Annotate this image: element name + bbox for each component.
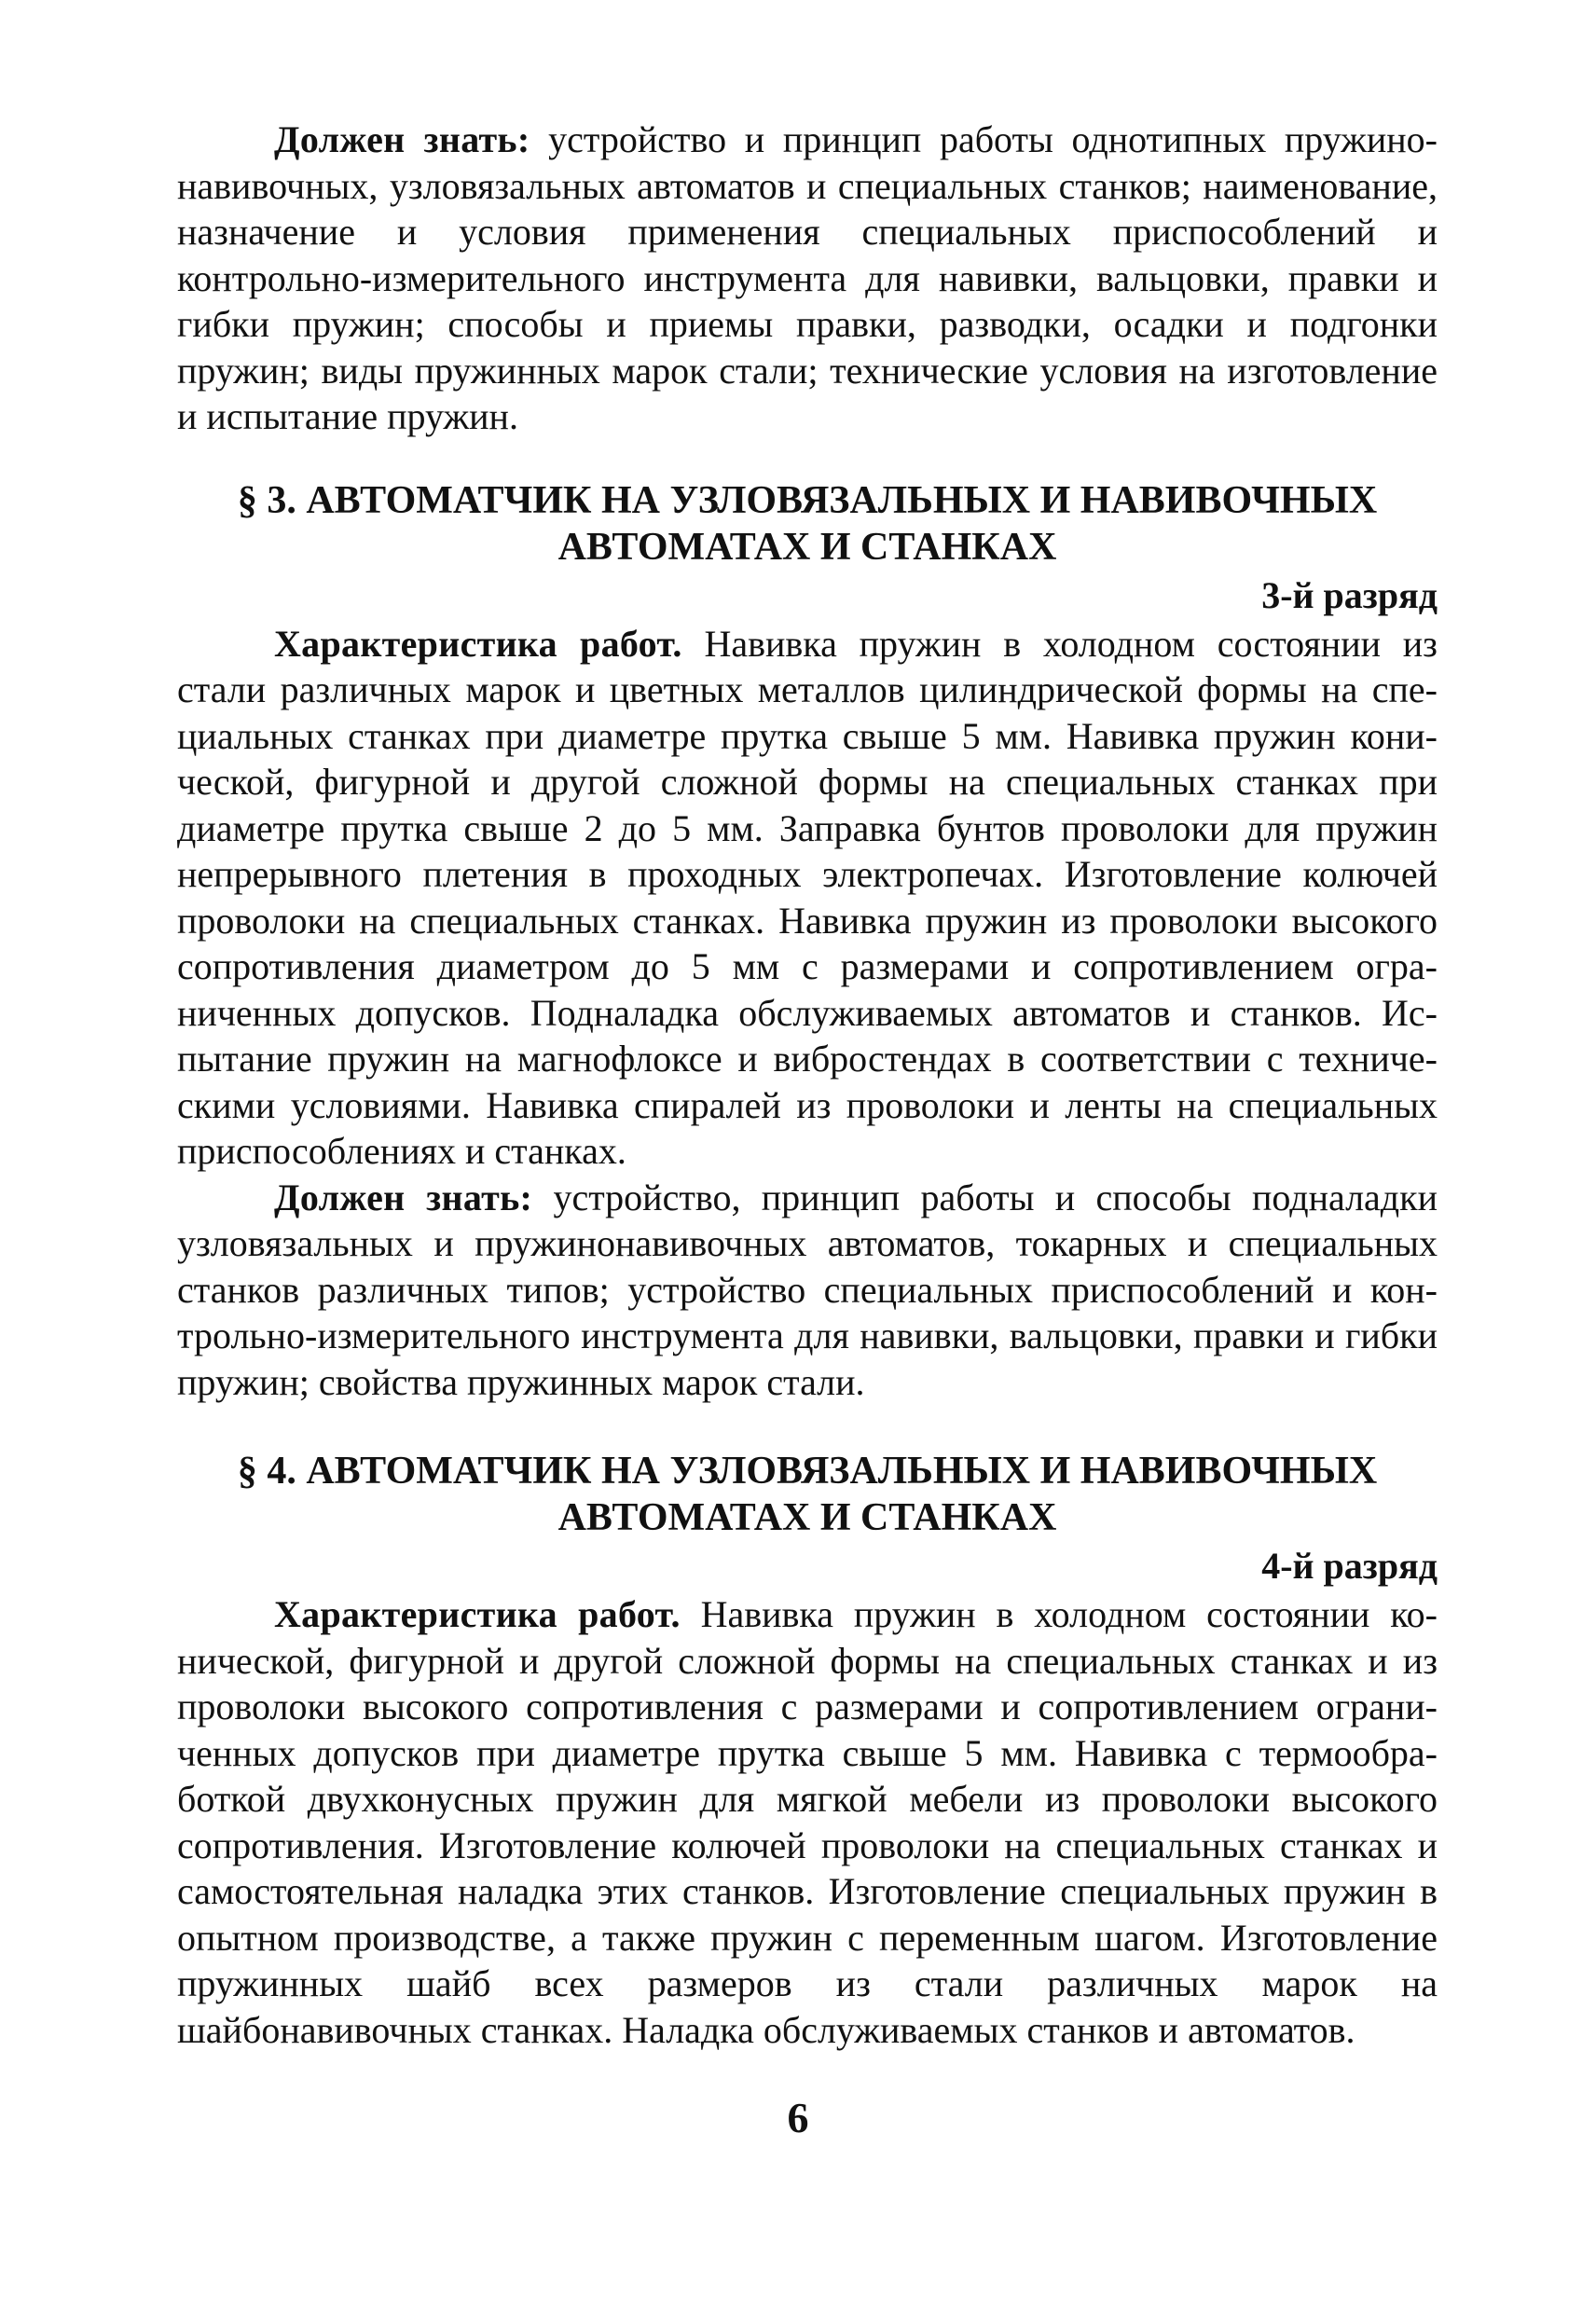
section-4-grade: 4-й разряд — [1261, 1545, 1438, 1587]
page-number: 6 — [787, 2094, 809, 2141]
section-4-title-line2: АВТОМАТАХ И СТАНКАХ — [557, 1496, 1057, 1539]
knowledge-text: устройство и принцип работы однотипных пружинонавивочных, узловязальных автоматов и специальных станков; наименование, назначение и условия применения специальных приспособлений и контрольно-измерительного инструмента для навивки, вальцовки, правки и гибки пружин; способы и приемы правки, разводки, осадки и подгонки пружин; виды пружинных марок стали; технические условия на изготовление и испытание пружин. — [177, 118, 1438, 437]
page-content — [177, 117, 1438, 2053]
knowledge-text: устройство, принцип работы и способы подналадки узловязальных и пружинонавивочных автоматов, токарных и специальных станков различных типов; устройство специальных приспособлений и контрольно-измерительного инструмента для навивки, вальцовки, правки и гибки пружин; свойства пружинных марок стали. — [177, 1176, 1438, 1403]
characteristics-lead: Характеристика работ. — [274, 1593, 681, 1635]
characteristics-text: Навивка пружин в холодном состоянии конической, фигурной и другой сложной формы на специальных станках и из проволоки высокого сопротивления с размерами и сопротивлением ограниченных допусков при диаметре прутка свыше 5 мм. Навивка с термообработкой двухконусных пружин для мягкой мебели из проволоки высокого сопротивления. Изготовление колючей проволоки на специальных станках и самостоятельная наладка этих станков. Изготовление специальных пружин в опытном производстве, а также пружин с переменным шагом. Изготовление пружинных шайб всех размеров из стали различных марок на шайбонавивочных станках. Наладка обслуживаемых станков и автоматов. — [177, 1593, 1438, 2051]
section-3-heading — [177, 477, 1438, 571]
section-3-characteristics-paragraph — [177, 621, 1438, 1175]
characteristics-text: Навивка пружин в холодном состоянии из стали различных марок и цветных металлов цилиндрической формы на специальных станках при диаметре прутка свыше 5 мм. Навивка пружин конической, фигурной и другой сложной формы на специальных станках при диаметре прутка свыше 2 до 5 мм. Заправка бунтов проволоки для пружин непрерывного плетения в проходных электропечах. Изготовление колючей проволоки на специальных станках. Навивка пружин из проволоки высокого сопротивления диаметром до 5 мм с размерами и сопротивлением ограниченных допусков. Подналадка обслуживаемых автоматов и станков. Испытание пружин на магнофлоксе и вибростендах в соответствии с техническими условиями. Навивка спиралей из проволоки и ленты на специальных приспособлениях и станках. — [177, 622, 1438, 1172]
intro-knowledge-paragraph — [177, 117, 1438, 440]
section-4-title-line1: § 4. АВТОМАТЧИК НА УЗЛОВЯЗАЛЬНЫХ И НАВИВОЧНЫХ — [237, 1450, 1378, 1493]
knowledge-lead: Должен знать: — [274, 118, 530, 160]
section-3-title-line1: § 3. АВТОМАТЧИК НА УЗЛОВЯЗАЛЬНЫХ И НАВИВОЧНЫХ — [237, 478, 1378, 522]
section-3-title-line2: АВТОМАТАХ И СТАНКАХ — [557, 525, 1057, 569]
section-4-heading — [177, 1448, 1438, 1541]
knowledge-lead: Должен знать: — [274, 1176, 533, 1218]
section-3-grade: 3-й разряд — [1261, 573, 1438, 616]
characteristics-lead: Характеристика работ. — [274, 622, 682, 665]
section-4-characteristics-paragraph — [177, 1591, 1438, 2053]
section-3-knowledge-paragraph — [177, 1175, 1438, 1406]
